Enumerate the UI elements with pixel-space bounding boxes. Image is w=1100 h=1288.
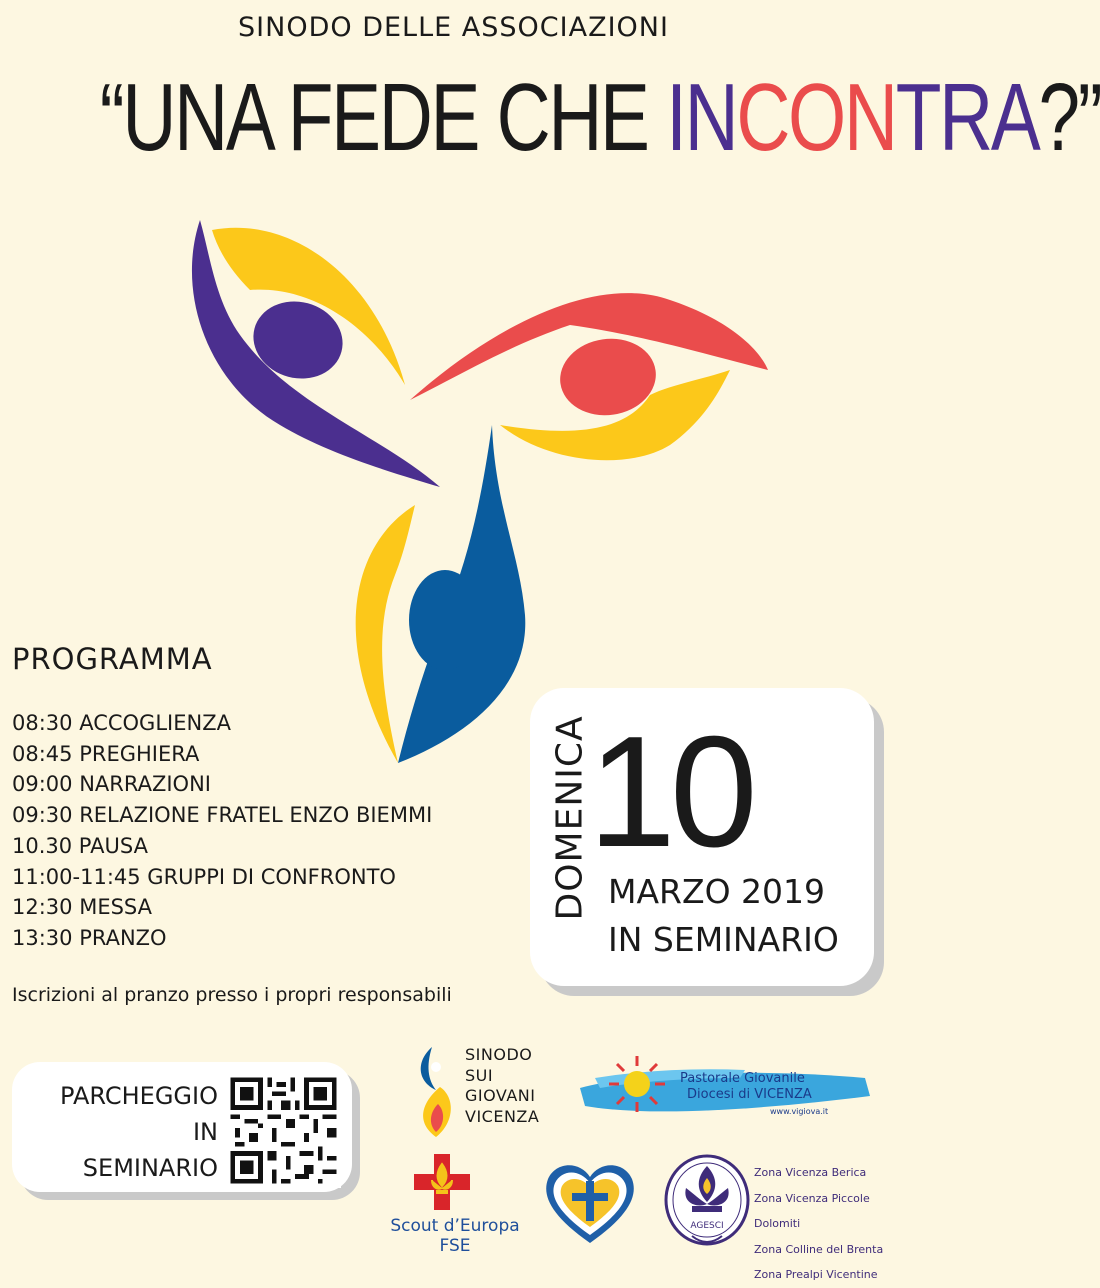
parking-text <box>20 1078 218 1186</box>
program-item: 11:00-11:45 GRUPPI DI CONFRONTO <box>12 864 396 889</box>
pastorale-line: Diocesi di VICENZA <box>687 1087 812 1102</box>
parking-line: PARCHEGGIO <box>60 1082 218 1110</box>
program-title: PROGRAMMA <box>12 642 213 676</box>
agesci-badge-logo <box>662 1152 752 1250</box>
program-item: 09:00 NARRAZIONI <box>12 772 211 797</box>
program-item: 13:30 PRANZO <box>12 925 167 950</box>
scout-europa-cross-icon <box>412 1152 472 1214</box>
sinodo-line: GIOVANI <box>465 1086 536 1105</box>
program-list <box>12 708 432 954</box>
title-tra: TRA <box>895 64 1039 171</box>
agesci-label: AGESCI <box>690 1221 724 1231</box>
event-weekday: DOMENICA <box>549 715 591 921</box>
scout-europa-label <box>390 1216 520 1256</box>
zone-item: Zona Vicenza Piccole Dolomiti <box>754 1191 870 1230</box>
parking-qr-code[interactable] <box>226 1073 341 1188</box>
lunch-registration-note: Iscrizioni al pranzo presso i propri responsabili <box>12 984 452 1006</box>
header-subtitle: SINODO DELLE ASSOCIAZIONI <box>238 12 669 43</box>
title-con: CON <box>736 64 896 171</box>
title-open-quote: “ <box>99 64 123 171</box>
scout-line: Scout d’Europa <box>390 1216 520 1236</box>
pastorale-url[interactable]: www.vigiova.it <box>770 1107 829 1116</box>
title-in: IN <box>666 64 737 171</box>
heart-cross-logo <box>540 1155 640 1247</box>
event-title <box>99 64 1100 171</box>
agesci-zones-list <box>754 1160 907 1288</box>
pastorale-giovanile-logo <box>575 1048 875 1128</box>
zone-item: Zona Vicenza Berica <box>754 1166 867 1179</box>
program-item: 09:30 RELAZIONE FRATEL ENZO BIEMMI <box>12 803 433 828</box>
program-item: 08:30 ACCOGLIENZA <box>12 711 231 735</box>
zone-item: Zona Prealpi Vicentine <box>754 1268 878 1281</box>
program-item: 10.30 PAUSA <box>12 833 148 858</box>
event-venue: IN SEMINARIO <box>608 920 839 959</box>
zone-item: Zona Colline del Brenta <box>754 1242 884 1256</box>
event-month-year: MARZO 2019 <box>608 872 826 911</box>
title-close-quote: ?” <box>1038 64 1100 171</box>
event-day: 10 <box>588 704 752 880</box>
pastorale-line: Pastorale Giovanile <box>680 1071 805 1086</box>
sinodo-line: SUI <box>465 1065 494 1085</box>
program-item: 12:30 MESSA <box>12 895 152 920</box>
scout-line: FSE <box>439 1236 471 1256</box>
program-item: 08:45 PREGHIERA <box>12 741 200 766</box>
sinodo-giovani-text <box>465 1045 539 1127</box>
title-plain: UNA FEDE CHE <box>122 64 667 171</box>
sinodo-giovani-logo <box>410 1042 462 1142</box>
sinodo-line: SINODO <box>465 1045 533 1064</box>
sinodo-line: VICENZA <box>465 1106 540 1126</box>
parking-line: IN <box>192 1118 218 1146</box>
parking-line: SEMINARIO <box>82 1154 218 1182</box>
